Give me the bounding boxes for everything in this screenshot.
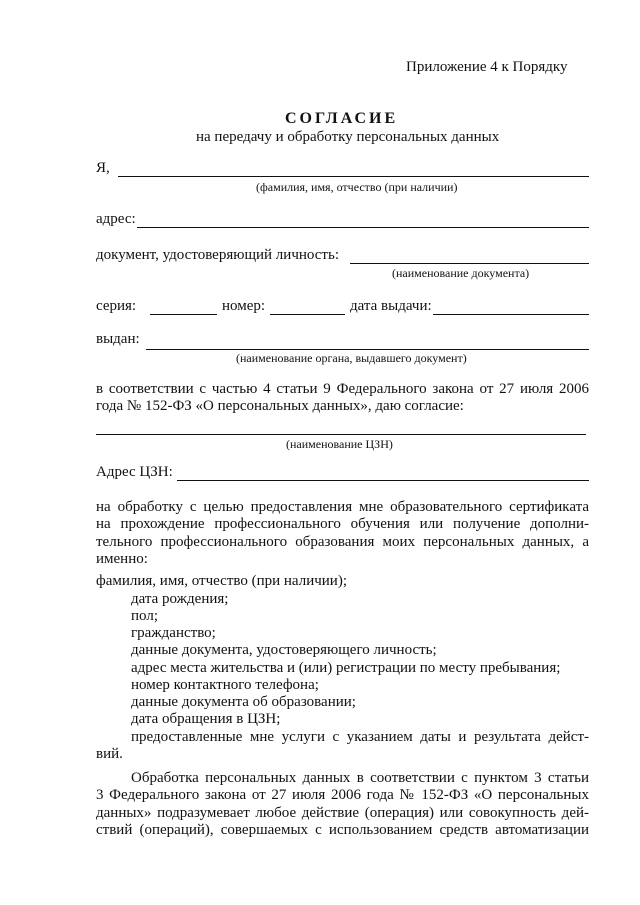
id-doc-field[interactable]	[350, 263, 589, 264]
data-item: гражданство;	[131, 625, 216, 641]
czn-address-field[interactable]	[177, 480, 589, 481]
address-label: адрес:	[96, 211, 136, 227]
data-item: пол;	[131, 608, 158, 624]
law-paragraph	[96, 381, 589, 416]
id-doc-label: документ, удостоверяющий личность:	[96, 247, 339, 263]
series-field[interactable]	[150, 314, 217, 315]
czn-name-field[interactable]	[96, 434, 586, 435]
purpose-line: именно:	[96, 550, 148, 567]
last-item-line: предоставленные мне услуги с указанием даты и результата дейст-	[131, 729, 589, 745]
processing-line: данных» подразумевает любое действие (операция) или совокупность дей-	[96, 804, 589, 821]
processing-paragraph	[96, 770, 589, 839]
issue-date-label: дата выдачи:	[350, 298, 432, 314]
document-title: СОГЛАСИЕ	[285, 110, 399, 127]
last-item	[96, 729, 589, 764]
data-item: номер контактного телефона;	[131, 677, 319, 693]
appendix-note: Приложение 4 к Порядку	[406, 59, 568, 75]
address-field[interactable]	[137, 227, 589, 228]
czn-address-label: Адрес ЦЗН:	[96, 464, 173, 480]
i-label: Я,	[96, 160, 110, 176]
law-line: года № 152-ФЗ «О персональных данных», даю согласие:	[96, 398, 464, 415]
issue-date-field[interactable]	[433, 314, 589, 315]
issued-by-caption: (наименование органа, выдавшего документ)	[236, 351, 467, 365]
data-item: адрес места жительства и (или) регистрации по месту пребывания;	[131, 660, 561, 676]
document-subtitle: на передачу и обработку персональных данных	[196, 129, 500, 145]
data-item: данные документа об образовании;	[131, 694, 356, 710]
processing-line: ствий (операций), совершаемых с использованием средств автоматизации	[96, 821, 589, 838]
purpose-line: тельного профессионального образования моих персональных данных, а	[96, 533, 589, 550]
processing-line: Обработка персональных данных в соответствии с пунктом 3 статьи	[131, 770, 589, 786]
number-label: номер:	[222, 298, 266, 314]
data-item: дата рождения;	[131, 591, 229, 607]
id-doc-caption: (наименование документа)	[392, 266, 530, 280]
processing-line: 3 Федерального закона от 27 июля 2006 года № 152-ФЗ «О персональных	[96, 787, 589, 804]
series-label: серия:	[96, 298, 137, 314]
issued-by-field[interactable]	[146, 349, 589, 350]
law-line: в соответствии с частью 4 статьи 9 Федерального закона от 27 июля 2006	[96, 381, 589, 397]
fio-caption: (фамилия, имя, отчество (при наличии)	[256, 180, 458, 194]
purpose-line: на обработку с целью предоставления мне образовательного сертификата	[96, 499, 589, 515]
czn-caption: (наименование ЦЗН)	[286, 437, 393, 451]
purpose-paragraph	[96, 499, 589, 568]
fio-field[interactable]	[118, 176, 589, 177]
data-item: фамилия, имя, отчество (при наличии);	[96, 573, 347, 589]
data-item: дата обращения в ЦЗН;	[131, 711, 281, 727]
issued-by-label: выдан:	[96, 331, 140, 347]
data-item: данные документа, удостоверяющего личность;	[131, 642, 437, 658]
purpose-line: на прохождение профессионального обучения или получение дополни-	[96, 516, 589, 533]
last-item-line: вий.	[96, 746, 123, 763]
number-field[interactable]	[270, 314, 345, 315]
